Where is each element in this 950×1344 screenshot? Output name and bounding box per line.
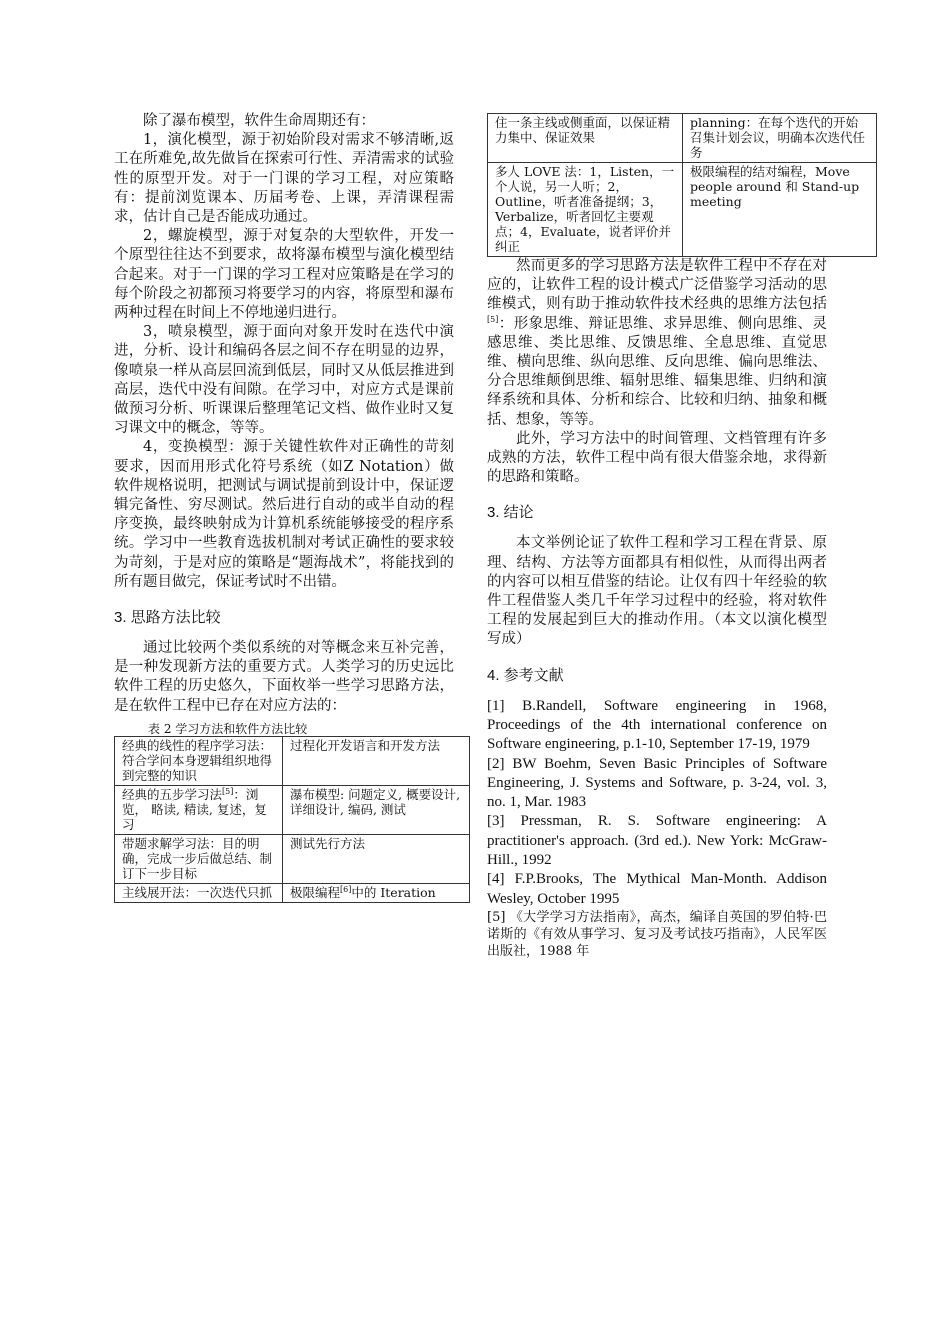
reference-list [487, 697, 827, 960]
paragraph: 1，演化模型，源于初始阶段对需求不够清晰,返工在所难免,故先做旨在探索可行性、弄清需求的试验性的原型开发。对于一门课的学习工程，对应策略有：提前浏览课本、历届考卷、上课，弄清课程需求，估计自己是否能成功通过。 [114, 132, 454, 226]
paragraph-text: 然而更多的学习思路方法是软件工程中不存在对应的，让软件工程的设计模式广泛借鉴学习活动的思维模式，则有助于推动软件技术经典的思维方法包括 [487, 258, 827, 313]
table-cell: 过程化开发语言和开发方法 [283, 736, 470, 785]
paragraph: 本文举例论证了软件工程和学习工程在背景、原理、结构、方法等方面都具有相似性，从而得出两者的内容可以相互借鉴的结论。让仅有四十年经验的软件工程借鉴人类几千年学习过程中的经验，将对软件工程的发展起到巨大的推动作用。（本文以演化模型写成） [487, 535, 827, 648]
table-row [488, 163, 877, 257]
table-row [115, 736, 470, 785]
cell-text: 中的 Iteration [351, 884, 436, 900]
reference-item: [1] B.Randell, Software engineering in 1968, Proceedings of the 4th international conference on Software engineering, p.1-10, September 17-19, 1979 [487, 697, 827, 753]
paragraph [487, 257, 827, 430]
section-heading: 4. 参考文献 [487, 666, 564, 684]
table-row [115, 834, 470, 883]
citation-ref: [5] [487, 314, 499, 324]
paragraph: 2，螺旋模型，源于对复杂的大型软件，开发一个原型往往达不到要求，故将瀑布模型与演化模型结合起来。对于一门课的学习工程对应策略是在学习的每个阶段之初都预习将要学习的内容，将原型和瀑布两种过程在时间上不停地递归进行。 [114, 228, 454, 322]
paragraph: 3，喷泉模型，源于面向对象开发时在迭代中演进，分析、设计和编码各层之间不存在明显的边界，像喷泉一样从高层回流到低层，同时又从低层推进到高层，迭代中没有间隙。在学习中，对应方式是课前做预习分析、听课课后整理笔记文档、做作业时又复习课文中的概念，等等。 [114, 324, 454, 437]
comparison-table [114, 736, 470, 903]
paragraph: 此外，学习方法中的时间管理、文档管理有许多成熟的方法，软件工程中尚有很大借鉴余地，求得新的思路和策略。 [487, 430, 827, 486]
paragraph: 4，变换模型：源于关键性软件对正确性的苛刻要求，因而用形式化符号系统（如Z Notation）做软件规格说明，把测试与调试提前到设计中，保证逻辑完备性、穷尽测试。然后进行自动的或半自动的程序变换，最终映射成为计算机系统能够接受的程序系统。学习中一些教育选拔机制对考试正确性的要求较为苛刻，于是对应的策略是“题海战术”，将能找到的所有题目做完，保证考试时不出错。 [114, 439, 454, 590]
left-column [114, 112, 461, 903]
table-row [115, 785, 470, 834]
comparison-table-continued [487, 113, 877, 257]
table-cell: 测试先行方法 [283, 834, 470, 883]
table-caption: 表 2 学习方法和软件方法比较 [148, 721, 308, 736]
table-cell [115, 785, 283, 834]
cell-text: 经典的五步学习法 [122, 786, 223, 802]
reference-item: [4] F.P.Brooks, The Mythical Man-Month. Addison Wesley, October 1995 [487, 871, 827, 907]
paragraph-text: ：形象思维、辩证思维、求异思维、侧向思维、灵感思维、类比思维、反馈思维、全息思维、直觉思维、横向思维、纵向思维、反向思维、偏向思维法、分合思维颠倒思维、辐射思维、辐集思维、归纳和演绎系统和具体、分析和综合、比较和归纳、抽象和概括、想象，等等。 [487, 315, 827, 428]
table-cell [283, 883, 470, 902]
table-row [488, 114, 877, 163]
table-cell: 多人 LOVE 法：1，Listen，一个人说，另一人听；2，Outline，听者准备提纲；3，Verbalize，听者回忆主要观点；4，Evaluate，说者评价并纠正 [488, 163, 683, 257]
table-cell: 主线展开法：一次迭代只抓 [115, 883, 283, 902]
table-cell: 极限编程的结对编程，Move people around 和 Stand-up meeting [683, 163, 877, 257]
table-cell: 住一条主线或侧重面，以保证精力集中、保证效果 [488, 114, 683, 163]
table-cell: planning：在每个迭代的开始召集计划会议，明确本次迭代任务 [683, 114, 877, 163]
section-heading: 3. 思路方法比较 [114, 609, 221, 627]
reference-item: [5] 《大学学习方法指南》，高杰，编译自英国的罗伯特·巴诺斯的《有效从事学习、复习及考试技巧指南》，人民军医出版社，1988 年 [487, 909, 827, 959]
table-cell: 带题求解学习法：目的明确，完成一步后做总结、制订下一步目标 [115, 834, 283, 883]
reference-item: [3] Pressman, R. S. Software engineering: A practitioner's approach. (3rd ed.). New York: McGraw-Hill., 1992 [487, 813, 827, 869]
table-cell: 经典的线性的程序学习法：符合学问本身逻辑组织地得到完整的知识 [115, 736, 283, 785]
right-column [487, 113, 866, 960]
cell-text: 瀑布模型: 问题定义, 概要设计, 详细设计, 编码, 测试 [290, 786, 461, 817]
citation-ref: [5] [222, 786, 234, 796]
paragraph: 除了瀑布模型，软件生命周期还有： [143, 113, 375, 129]
cell-text: 极限编程 [290, 884, 341, 900]
reference-item: [2] BW Boehm, Seven Basic Principles of Software Engineering, J. Systems and Software, p. 3-24, vol. 3, no. 1, Mar. 1983 [487, 755, 827, 811]
citation-ref: [6] [340, 884, 352, 894]
table-row [115, 883, 470, 902]
cell-text: ：浏览， 略读, 精读, 复述，复习 [122, 786, 267, 832]
paragraph: 通过比较两个类似系统的对等概念来互补完善，是一种发现新方法的重要方式。人类学习的历史远比软件工程的历史悠久，下面枚举一些学习思路方法，是在软件工程中已存在对应方法的： [114, 640, 454, 714]
section-heading: 3. 结论 [487, 504, 534, 522]
table-cell [283, 785, 470, 834]
